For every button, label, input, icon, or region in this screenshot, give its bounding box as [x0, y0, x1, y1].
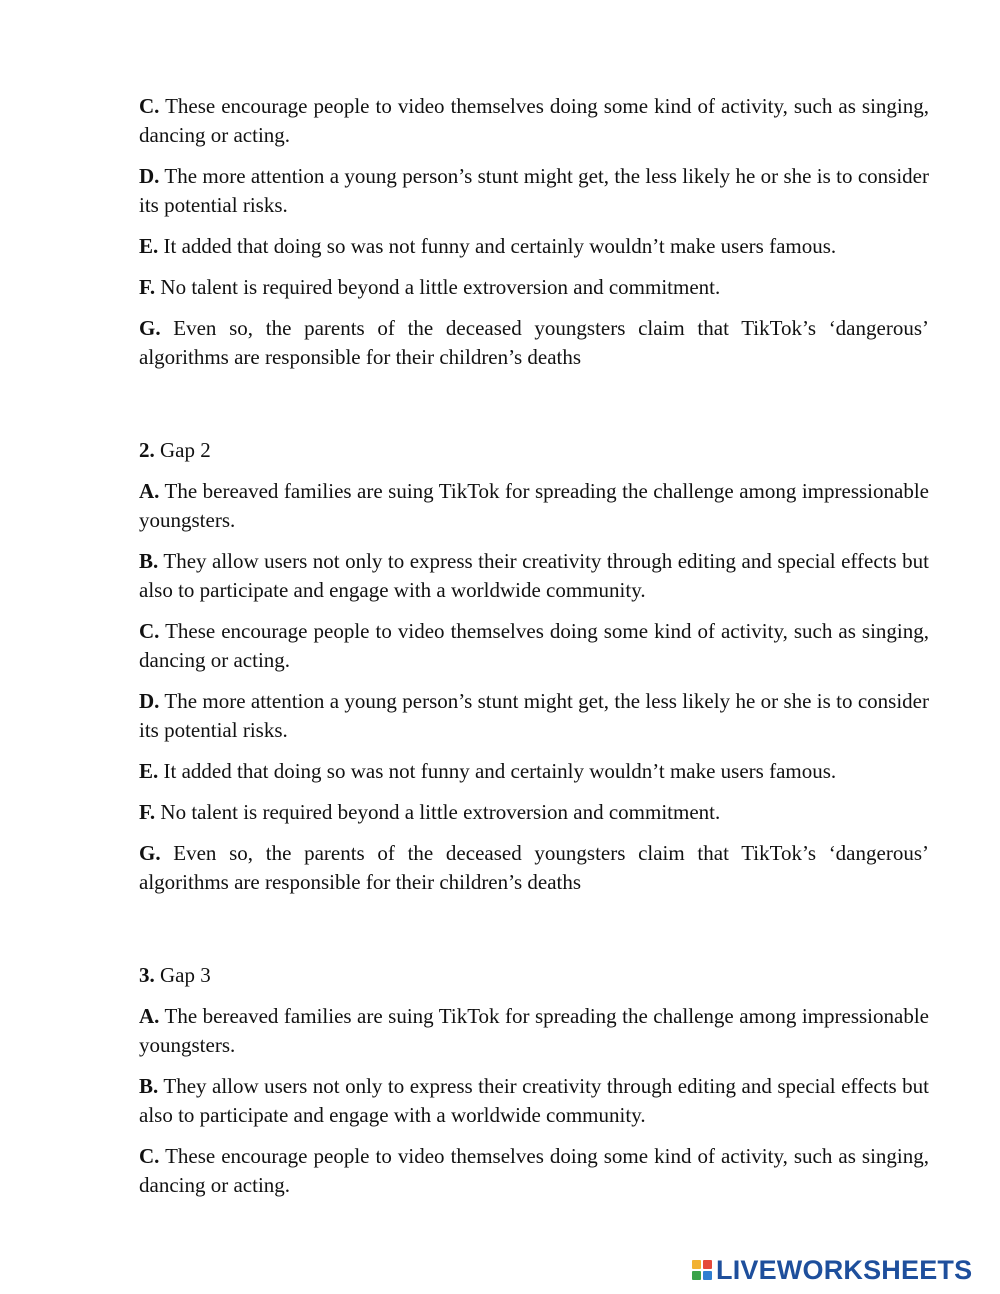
option-letter: A. [139, 479, 160, 503]
option-f [139, 798, 929, 827]
option-text: It added that doing so was not funny and certainly wouldn’t make users famous. [158, 759, 837, 783]
option-letter: G. [139, 841, 161, 865]
question-2 [139, 436, 929, 897]
option-letter: C. [139, 94, 160, 118]
question-number: 2. [139, 438, 155, 462]
liveworksheets-logo [692, 1255, 972, 1285]
option-g [139, 839, 929, 897]
logo-square [692, 1260, 701, 1269]
option-text: These encourage people to video themselves doing some kind of activity, such as singing, dancing or acting. [139, 1144, 929, 1197]
question-heading [139, 961, 929, 990]
logo-mark-icon [692, 1260, 712, 1280]
option-letter: E. [139, 234, 159, 258]
option-text: No talent is required beyond a little extroversion and commitment. [155, 275, 721, 299]
option-text: The more attention a young person’s stunt might get, the less likely he or she is to consider its potential risks. [139, 164, 929, 217]
question-3 [139, 961, 929, 1200]
option-c [139, 617, 929, 675]
option-letter: D. [139, 689, 160, 713]
option-text: The bereaved families are suing TikTok for spreading the challenge among impressionable youngsters. [139, 479, 929, 532]
option-text: Even so, the parents of the deceased youngsters claim that TikTok’s ‘dangerous’ algorithms are responsible for their children’s deaths [139, 316, 929, 369]
option-text: These encourage people to video themselves doing some kind of activity, such as singing, dancing or acting. [139, 94, 929, 147]
option-text: It added that doing so was not funny and certainly wouldn’t make users famous. [158, 234, 837, 258]
option-a [139, 477, 929, 535]
option-b [139, 547, 929, 605]
worksheet-page [139, 92, 929, 1212]
option-text: The bereaved families are suing TikTok for spreading the challenge among impressionable youngsters. [139, 1004, 929, 1057]
option-d [139, 687, 929, 745]
option-letter: B. [139, 1074, 159, 1098]
option-letter: D. [139, 164, 160, 188]
logo-square [703, 1260, 712, 1269]
option-text: They allow users not only to express their creativity through editing and special effects but also to participate and engage with a worldwide community. [139, 549, 929, 602]
option-letter: F. [139, 800, 156, 824]
option-c [139, 1142, 929, 1200]
question-heading [139, 436, 929, 465]
option-e [139, 757, 929, 786]
option-g [139, 314, 929, 372]
options-block-1 [139, 92, 929, 372]
option-a [139, 1002, 929, 1060]
question-number: 3. [139, 963, 155, 987]
option-letter: C. [139, 1144, 160, 1168]
option-letter: E. [139, 759, 159, 783]
option-d [139, 162, 929, 220]
option-f [139, 273, 929, 302]
option-letter: B. [139, 549, 159, 573]
option-letter: G. [139, 316, 161, 340]
question-label: Gap 3 [154, 963, 211, 987]
option-text: They allow users not only to express their creativity through editing and special effects but also to participate and engage with a worldwide community. [139, 1074, 929, 1127]
logo-square [703, 1271, 712, 1280]
option-text: No talent is required beyond a little extroversion and commitment. [155, 800, 721, 824]
option-letter: C. [139, 619, 160, 643]
option-letter: F. [139, 275, 156, 299]
option-c [139, 92, 929, 150]
option-letter: A. [139, 1004, 160, 1028]
option-e [139, 232, 929, 261]
logo-square [692, 1271, 701, 1280]
option-text: Even so, the parents of the deceased youngsters claim that TikTok’s ‘dangerous’ algorithms are responsible for their children’s deaths [139, 841, 929, 894]
option-text: The more attention a young person’s stunt might get, the less likely he or she is to consider its potential risks. [139, 689, 929, 742]
logo-text: LIVEWORKSHEETS [716, 1254, 973, 1285]
spacer [139, 909, 929, 961]
option-text: These encourage people to video themselves doing some kind of activity, such as singing, dancing or acting. [139, 619, 929, 672]
option-b [139, 1072, 929, 1130]
spacer [139, 384, 929, 436]
question-label: Gap 2 [154, 438, 211, 462]
